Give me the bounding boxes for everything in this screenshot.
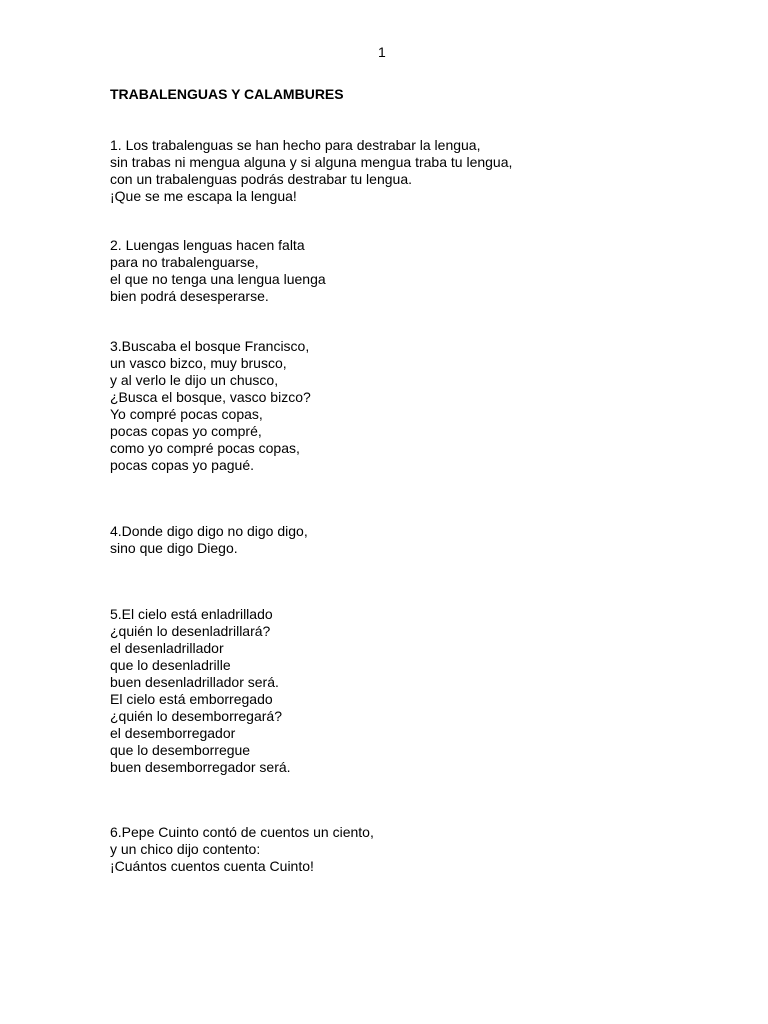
verse-line: 5.El cielo está enladrillado — [110, 606, 273, 622]
verse-2 — [110, 237, 326, 305]
document-title: TRABALENGUAS Y CALAMBURES — [110, 86, 344, 102]
verse-line: 2. Luengas lenguas hacen falta — [110, 237, 305, 253]
verse-line: 3.Buscaba el bosque Francisco, — [110, 338, 310, 354]
verse-line: el que no tenga una lengua luenga — [110, 271, 326, 287]
verse-line: el desemborregador — [110, 725, 236, 741]
verse-1 — [110, 137, 512, 205]
verse-line: buen desemborregador será. — [110, 759, 291, 775]
verse-line: con un trabalenguas podrás destrabar tu lengua. — [110, 171, 412, 187]
verse-line: 1. Los trabalenguas se han hecho para destrabar la lengua, — [110, 137, 481, 153]
verse-line: y al verlo le dijo un chusco, — [110, 372, 279, 388]
verse-line: 4.Donde digo digo no digo digo, — [110, 523, 308, 539]
verse-line: ¿quién lo desemborregará? — [110, 708, 282, 724]
verse-line: 6.Pepe Cuinto contó de cuentos un ciento, — [110, 824, 374, 840]
verse-line: ¡Que se me escapa la lengua! — [110, 188, 297, 204]
verse-line: que lo desenladrille — [110, 657, 231, 673]
verse-line: para no trabalenguarse, — [110, 254, 259, 270]
verse-line: pocas copas yo pagué. — [110, 457, 254, 473]
verse-line: ¡Cuántos cuentos cuenta Cuinto! — [110, 858, 314, 874]
verse-line: un vasco bizco, muy brusco, — [110, 355, 287, 371]
verse-line: buen desenladrillador será. — [110, 674, 279, 690]
verse-6 — [110, 824, 374, 875]
verse-line: sin trabas ni mengua alguna y si alguna mengua traba tu lengua, — [110, 154, 513, 170]
verse-line: sino que digo Diego. — [110, 540, 238, 556]
page-number: 1 — [378, 44, 386, 60]
verse-line: pocas copas yo compré, — [110, 423, 262, 439]
verse-line: el desenladrillador — [110, 640, 224, 656]
verse-line: Yo compré pocas copas, — [110, 406, 263, 422]
verse-5 — [110, 606, 291, 776]
verse-3 — [110, 338, 311, 474]
verse-line: que lo desemborregue — [110, 742, 251, 758]
verse-line: ¿Busca el bosque, vasco bizco? — [110, 389, 311, 405]
verse-line: ¿quién lo desenladrillará? — [110, 623, 271, 639]
verse-line: como yo compré pocas copas, — [110, 440, 300, 456]
verse-4 — [110, 523, 308, 557]
verse-line: y un chico dijo contento: — [110, 841, 261, 857]
verse-line: bien podrá desesperarse. — [110, 288, 269, 304]
verse-line: El cielo está emborregado — [110, 691, 273, 707]
